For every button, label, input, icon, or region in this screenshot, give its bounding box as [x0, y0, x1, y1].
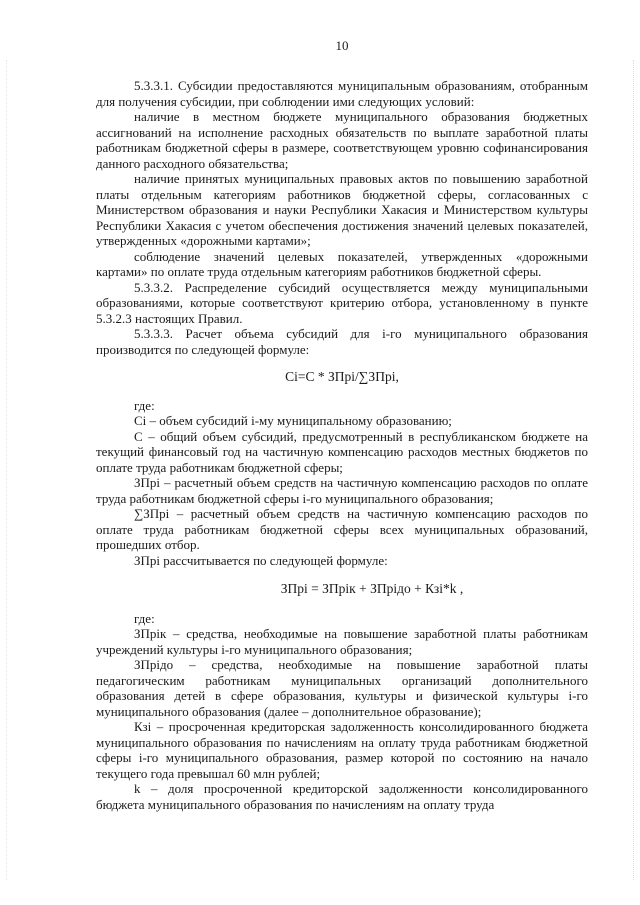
- condition-legal-acts: наличие принятых муниципальных правовых актов по повышению заработной платы отдельным категориям работников бюджетной сферы, согласованных с Министерством образования и науки Республики Хакасия и Министерством культуры Республики Хакасия с учетом обеспечения достижения значений целевых показателей, утвержденных «дорожными картами»;: [96, 171, 588, 248]
- formula-zpri: ЗПрi = ЗПрiк + ЗПрiдо + Кзi*k ,: [280, 581, 464, 596]
- right-margin-scan-marks: [627, 60, 634, 880]
- page-number: 10: [335, 38, 349, 53]
- definition-kzi: Кзi – просроченная кредиторская задолженность консолидированного бюджета муниципального образования по начислениям на оплату труда работникам бюджетной сферы i-го муниципального образования, размер которой по состоянию на начало текущего года превышал 60 млн рублей;: [96, 719, 588, 781]
- left-margin-scan-marks: [6, 60, 11, 880]
- definition-sum-zpri: ∑ЗПрi – расчетный объем средств на частичную компенсацию расходов по оплате труда работникам бюджетной сферы всех муниципальных образований, прошедших отбор.: [96, 506, 588, 552]
- document-body: [96, 78, 588, 812]
- formula-subsidy: Ci=C * ЗПрi/∑ЗПрi,: [285, 369, 399, 384]
- paragraph-5-3-3-2: 5.3.3.2. Распределение субсидий осуществляется между муниципальными образованиями, которые соответствуют критерию отбора, установленному в пункте 5.3.2.3 настоящих Правил.: [96, 279, 588, 326]
- definition-ci: Ci – объем субсидий i-му муниципальному образованию;: [134, 413, 452, 428]
- definition-zprido: ЗПрiдо – средства, необходимые на повышение заработной платы педагогическим работникам муниципальных организаций дополнительного образования детей в сфере образования, культуры и физической культуры i-го муниципального образования (далее – дополнительное образование);: [96, 657, 588, 719]
- where-label-1: где:: [134, 397, 155, 413]
- definition-c: С – общий объем субсидий, предусмотренный в республиканском бюджете на текущий финансовый год на частичную компенсацию расходов местных бюджетов по оплате труда работникам бюджетной сферы;: [96, 428, 588, 475]
- definition-zpri: ЗПрi – расчетный объем средств на частичную компенсацию расходов по оплате труда работникам бюджетной сферы i-го муниципального образования;: [96, 475, 588, 506]
- condition-budget-allocations: наличие в местном бюджете муниципального образования бюджетных ассигнований на исполнение расходных обязательств по выплате заработной платы работникам бюджетной сферы в размере, соответствующем уровню софинансирования данного расходного обязательства;: [96, 109, 588, 171]
- definition-zprik: ЗПрiк – средства, необходимые на повышение заработной платы работникам учреждений культуры i-го муниципального образования;: [96, 626, 588, 657]
- condition-target-indicators: соблюдение значений целевых показателей, утвержденных «дорожными картами» по оплате труда отдельным категориям работников бюджетной сферы.: [96, 248, 588, 279]
- zpri-intro: ЗПрi рассчитывается по следующей формуле:: [134, 552, 388, 568]
- paragraph-5-3-3-3: 5.3.3.3. Расчет объема субсидий для i-го муниципального образования производится по следующей формуле:: [96, 326, 588, 357]
- where-label-2: где:: [134, 610, 155, 626]
- paragraph-5-3-3-1: 5.3.3.1. Субсидии предоставляются муниципальным образованиям, отобранным для получения субсидии, при соблюдении ими следующих условий:: [96, 78, 588, 109]
- definition-k: k – доля просроченной кредиторской задолженности консолидированного бюджета муниципального образования по начислениям на оплату труда: [96, 781, 588, 812]
